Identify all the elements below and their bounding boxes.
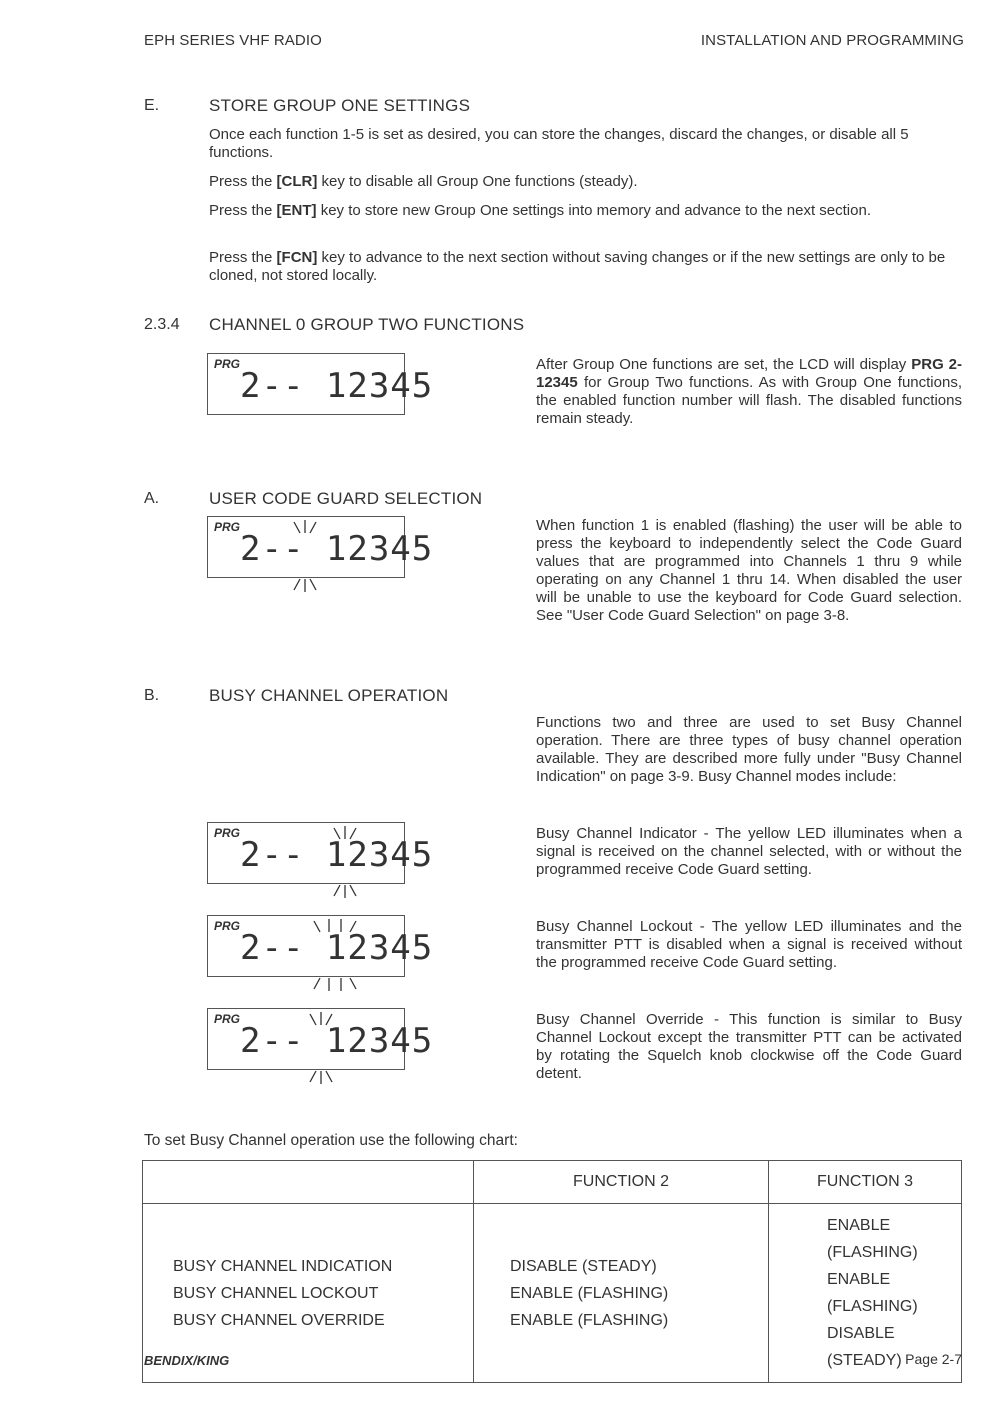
- section-e-title: STORE GROUP ONE SETTINGS: [209, 96, 471, 115]
- lcd-prg-label: PRG: [214, 826, 241, 840]
- function-2-value: ENABLE (FLASHING): [510, 1311, 669, 1329]
- fcn-key: [FCN]: [276, 249, 318, 266]
- footer-page-number: Page 2-7: [905, 1351, 962, 1367]
- mode-label: BUSY CHANNEL INDICATION: [173, 1257, 393, 1275]
- mode-label: BUSY CHANNEL OVERRIDE: [173, 1311, 385, 1329]
- header-left: EPH SERIES VHF RADIO: [144, 32, 322, 49]
- flashing-digit-2-icon: [208, 823, 406, 903]
- lcd-prg-label: PRG: [214, 1012, 241, 1026]
- busy-indicator-description: Busy Channel Indicator - The yellow LED illuminates when a signal is received on the channel selected, with or without the programmed receive Code Guard setting.: [536, 825, 962, 878]
- table-header-function-3: FUNCTION 3: [769, 1161, 962, 1204]
- lcd-display-function-2-3: [207, 915, 434, 977]
- section-e-paragraph-3: Press the [ENT] key to store new Group One settings into memory and advance to the next section.: [209, 202, 871, 219]
- section-a-title: USER CODE GUARD SELECTION: [209, 489, 483, 508]
- lcd-prg-label: PRG: [214, 357, 241, 371]
- section-e-paragraph-4: Press the [FCN] key to advance to the next section without saving changes or if the new settings are only to be cloned, not stored locally.: [209, 249, 946, 284]
- lcd-prg-label: PRG: [214, 520, 241, 534]
- function-3-value: ENABLE (FLASHING): [827, 1217, 918, 1261]
- table-row: [143, 1204, 962, 1383]
- section-234-title: CHANNEL 0 GROUP TWO FUNCTIONS: [209, 315, 525, 334]
- section-a-description: When function 1 is enabled (flashing) the user will be able to press the keyboard to independently select the Code Guard values that are programmed into Channels 1 thru 9 while operating on any Channel 1 thru 14. When disabled the user will be unable to use the keyboard for Code Guard selection. See "User Code Guard Selection" on page 3-8.: [536, 517, 962, 624]
- table-header-function-2: FUNCTION 2: [474, 1161, 769, 1204]
- busy-lockout-description: Busy Channel Lockout - The yellow LED illuminates and the transmitter PTT is disabled when a signal is received without the programmed receive Code Guard setting.: [536, 918, 962, 971]
- flashing-digit-1-icon: [208, 517, 406, 597]
- lcd-digits: 2-- 12345: [240, 1021, 434, 1061]
- section-234-description: After Group One functions are set, the LCD will display PRG 2-12345 for Group Two functions. As with Group One functions, the enabled function number will flash. The disabled functions remain steady.: [536, 356, 962, 427]
- table-header-blank: [143, 1161, 474, 1204]
- flashing-digit-2-icon: [208, 1009, 406, 1089]
- chart-intro: To set Busy Channel operation use the following chart:: [144, 1132, 518, 1149]
- lcd-digits: 2-- 12345: [240, 928, 434, 968]
- lcd-digits: 2-- 12345: [240, 529, 434, 569]
- section-a-number: A.: [144, 490, 160, 507]
- lcd-readout-text: PRG 2-12345: [536, 356, 962, 391]
- section-b-title: BUSY CHANNEL OPERATION: [209, 686, 449, 705]
- table-header-row: [143, 1161, 962, 1204]
- function-3-value: DISABLE (STEADY): [827, 1325, 902, 1369]
- lcd-display-function-2: [207, 822, 434, 884]
- section-e-paragraph-2: Press the [CLR] key to disable all Group One functions (steady).: [209, 173, 638, 190]
- header-right: INSTALLATION AND PROGRAMMING: [700, 32, 964, 49]
- section-b-intro: Functions two and three are used to set Busy Channel operation. There are three types of busy channel operation available. They are described more fully under "Busy Channel Indication" on page 3-9. Busy Channel modes include:: [536, 714, 962, 785]
- ent-key: [ENT]: [276, 202, 317, 219]
- section-234-number: 2.3.4: [144, 316, 180, 333]
- table-function-2-cell: [474, 1204, 769, 1383]
- function-2-value: ENABLE (FLASHING): [510, 1284, 669, 1302]
- footer-brand: BENDIX/KING: [144, 1353, 230, 1368]
- busy-channel-table: [142, 1160, 962, 1383]
- lcd-display-function-1: [207, 516, 434, 578]
- section-b-number: B.: [144, 687, 160, 704]
- clr-key: [CLR]: [276, 173, 318, 190]
- lcd-digits: 2-- 12345: [240, 835, 434, 875]
- lcd-display-group-two: [207, 353, 434, 415]
- busy-override-description: Busy Channel Override - This function is similar to Busy Channel Lockout except the transmitter PTT can be activated by rotating the Squelch knob clockwise off the Code Guard detent.: [536, 1011, 962, 1082]
- function-3-value: ENABLE (FLASHING): [827, 1271, 918, 1315]
- lcd-display-function-2-override: [207, 1008, 434, 1070]
- flashing-digits-2-3-icon: [208, 916, 406, 996]
- section-e-paragraph-1: Once each function 1-5 is set as desired, you can store the changes, discard the changes, or disable all 5 functions.: [209, 126, 909, 161]
- section-e-number: E.: [144, 97, 160, 114]
- mode-label: BUSY CHANNEL LOCKOUT: [173, 1284, 379, 1302]
- lcd-prg-label: PRG: [214, 919, 241, 933]
- function-2-value: DISABLE (STEADY): [510, 1257, 657, 1275]
- lcd-digits: 2-- 12345: [240, 366, 434, 406]
